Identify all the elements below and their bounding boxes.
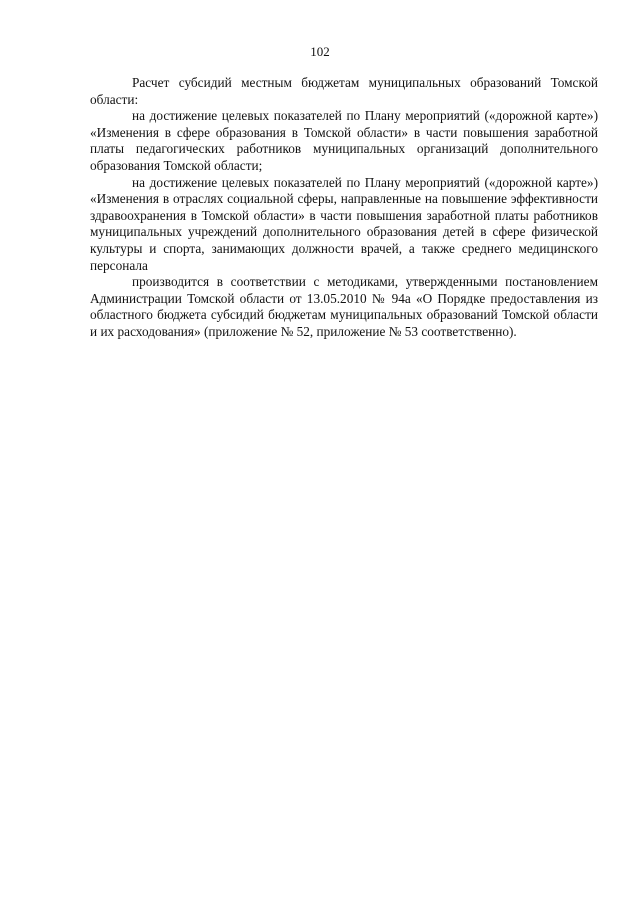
paragraph-healthcare-roadmap: на достижение целевых показателей по Плану мероприятий («дорожной карте») «Изменения в отраслях социальной сферы, направленные на повышение эффективности здравоохранения в Томской области» в части повышения заработной платы работников муниципальных учреждений дополнительного образования детей в сфере физической культуры и спорта, занимающих должности врачей, а также среднего медицинского персонала — [90, 174, 598, 273]
document-body — [90, 75, 598, 341]
paragraph-methodology: производится в соответствии с методиками, утвержденными постановлением Администрации Томской области от 13.05.2010 № 94а «О Порядке предоставления из областного бюджета субсидий бюджетам муниципальных образований Томской области и их расходования» (приложение № 52, приложение № 53 соответственно). — [90, 274, 598, 339]
page-number: 102 — [310, 44, 330, 59]
paragraph-intro: Расчет субсидий местным бюджетам муниципальных образований Томской области: — [90, 75, 598, 107]
paragraph-education-roadmap: на достижение целевых показателей по Плану мероприятий («дорожной карте») «Изменения в сфере образования в Томской области» в части повышения заработной платы педагогических работников муниципальных организаций дополнительного образования Томской области; — [90, 108, 598, 173]
